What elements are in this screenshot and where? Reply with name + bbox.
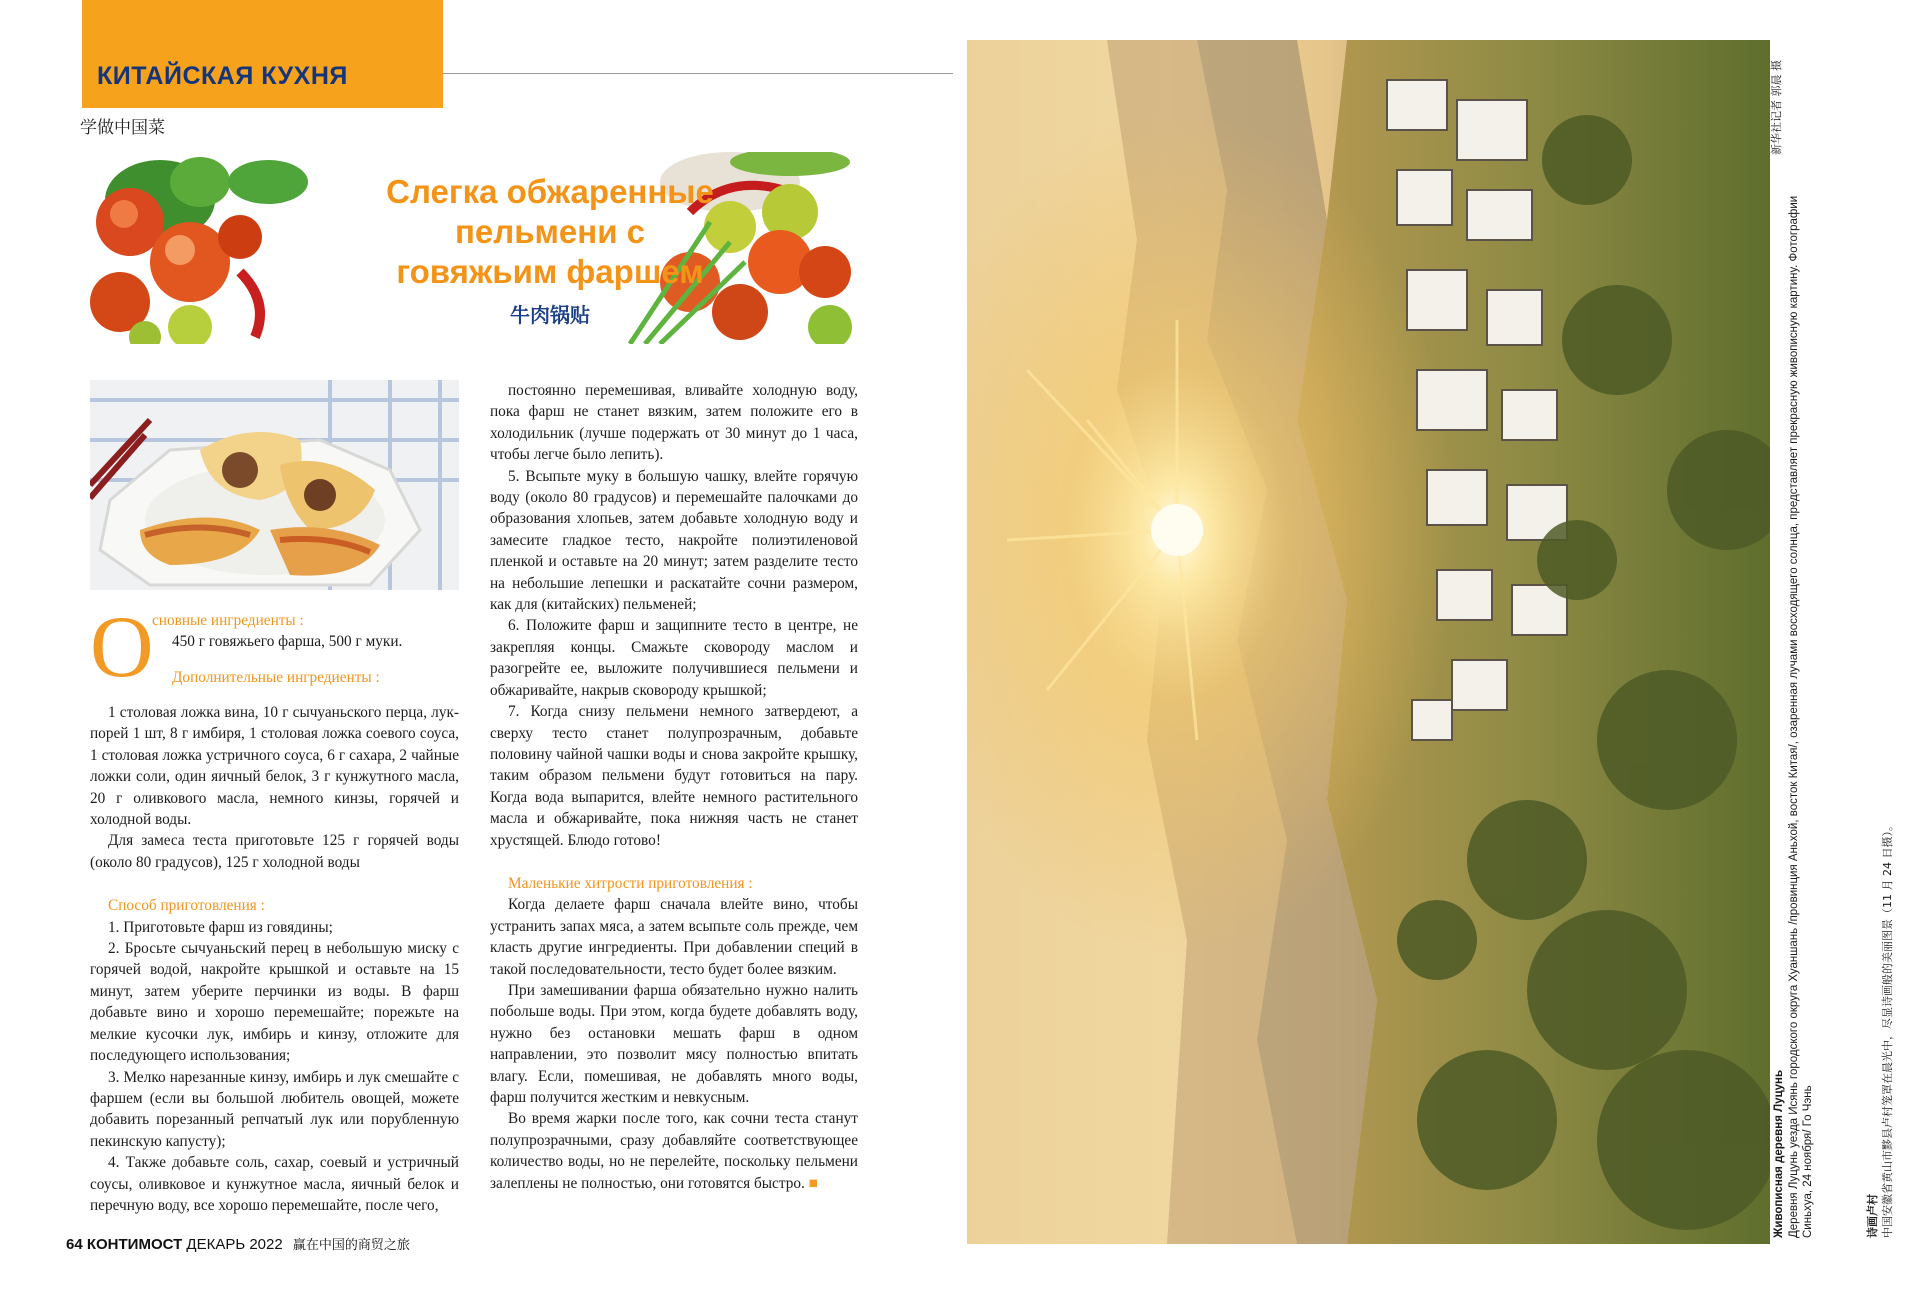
caption-cn: [1866, 278, 1895, 1238]
article-column-1: [90, 599, 459, 1216]
step-5: 5. Всыпьте муку в большую чашку, влейте горячую воду (около 80 градусов) и перемешайте палочками до образования хлопьев, затем добавьте холодную воду и замесите гладкое тесто, накройте полиэтиленовой пленкой и оставьте на 20 минут; затем разделите тесто на небольшие лепешки и раскатайте сочни размером, как для (китайских) пельменей;: [490, 467, 858, 614]
recipe-banner: [90, 152, 858, 344]
extra-ingredients-heading: Дополнительные ингредиенты :: [172, 668, 380, 686]
recipe-title-cn: 牛肉锅贴: [510, 303, 590, 327]
extra-ingredients-text: 1 столовая ложка вина, 10 г сычуаньского перца, лук-порей 1 шт, 8 г имбиря, 1 столовая ложка соевого соуса, 1 столовая ложка устричного соуса, 6 г сахара, 2 чайные ложки соли, один яичный белок, 3 г кунжутного масла, 20 г оливкового масла, немного кинзы, горячей и холодной воды.: [90, 704, 459, 829]
section-tab: [82, 0, 443, 108]
method-heading: Способ приготовления :: [108, 897, 265, 915]
page-number: 64: [66, 1236, 83, 1253]
caption-line-2: Синьхуа, 24 ноября/ Го Чэнь: [1802, 1085, 1814, 1238]
tip-2: При замешивании фарша обязательно нужно налить побольше воды. При этом, когда будете добавлять воду, нужно без остановки мешать фарш в одном направлении, это позволит мясу полностью впитать влагу. Если, помешивая, не добавлять много воды, фарш получится жестким и невкусным.: [490, 981, 858, 1106]
caption-title: Живописная деревня Луцунь: [1773, 1069, 1785, 1238]
caption-title-cn: 诗画卢村: [1866, 1194, 1879, 1238]
step-3: 3. Мелко нарезанные кинзу, имбирь и лук смешайте с фаршем (если вы большой любитель овощей, можете добавить порезанный репчатый лук или порубленную пекинскую капусту);: [90, 1068, 459, 1150]
issue-date: ДЕКАРЬ 2022: [186, 1236, 283, 1253]
tip-3: Во время жарки после того, как сочни теста станут полупрозрачными, сразу добавляйте соответствующее количество воды, но не перелейте, поскольку пельмени залеплены не полностью, они готовятся быстро. ■: [490, 1110, 858, 1192]
page-footer: [66, 1234, 410, 1253]
tip-1: Когда делаете фарш сначала влейте вино, чтобы устранить запах мяса, а затем всыпьте соль прежде, чем класть другие ингредиенты. При добавлении специй в такой последовательности, тесто будет более вязким.: [490, 896, 858, 978]
photo-caption: [1770, 40, 1920, 1244]
caption-line-1: Деревня Луцунь уезда Исянь городского округа Хуаншань /провинция Аньхой, восток Китая/, озаренная лучами восходящего солнца, представляет прекрасную живописную картину. Фотографии: [1787, 195, 1800, 1238]
magazine-name: КОНТИМОСТ: [86, 1236, 183, 1253]
photo-credit-cn: 新华社记者 郭晨 摄: [1770, 60, 1783, 155]
header-rule: [443, 73, 953, 74]
dough-text: Для замеса теста приготовьте 125 г горячей воды (около 80 градусов), 125 г холодной воды: [90, 832, 459, 871]
step-1: 1. Приготовьте фарш из говядины;: [108, 918, 333, 936]
main-ingredients-heading: сновные ингредиенты :: [152, 612, 304, 629]
footer-slogan-cn: 赢在中国的商贸之旅: [292, 1238, 410, 1253]
main-ingredients-text: 450 г говяжьего фарша, 500 г муки.: [172, 633, 403, 651]
section-title: КИТАЙСКАЯ КУХНЯ: [97, 62, 348, 90]
photo-caption-strip: [1770, 40, 1920, 1244]
section-subtitle-cn: 学做中国菜: [80, 118, 165, 138]
step-4-continuation: постоянно перемешивая, вливайте холодную воду, пока фарш не станет вязким, затем положите его в холодильник (лучше подержать от 30 минут до 1 часа, чтобы легче было лепить).: [490, 382, 858, 464]
end-mark-icon: ■: [808, 1174, 818, 1192]
recipe-title: Слегка обжаренные пельмени с говяжьим фаршем: [386, 173, 714, 290]
caption-main: [1772, 195, 1816, 1238]
step-7: 7. Когда снизу пельмени немного затвердеют, а сверху тесто станет полупрозрачным, добавьте половину чайной чашки воды и снова закройте крышку, таким образом пельмени будут готовиться на пару. Когда вода выпарится, влейте немного растительного масла и обжаривайте, пока нижняя часть не станет хрустящей. Блюдо готово!: [490, 703, 858, 849]
dropcap-letter: О: [90, 599, 154, 696]
village-sunrise-photo: [967, 40, 1770, 1244]
step-6: 6. Положите фарш и защипните тесто в центре, не закрепляя концы. Смажьте сковороду маслом и разогрейте ее, выложите получившиеся пельмени и обжаривайте, накрыв сковороду крышкой;: [490, 617, 858, 699]
step-4: 4. Также добавьте соль, сахар, соевый и устричный соусы, оливковое и кунжутное масла, яичный белок и перечную воду, все хорошо перемешайте, после чего,: [90, 1154, 459, 1214]
caption-text-cn: 中国安徽省黄山市黟县卢村笼罩在晨光中，尽显诗画般的美丽图景（11 月 24 日摄）。: [1880, 820, 1894, 1238]
article-column-2: [490, 380, 858, 1194]
ingredients-intro: [90, 599, 459, 702]
dumpling-photo: [90, 380, 459, 590]
tips-heading: Маленькие хитрости приготовления :: [508, 874, 753, 892]
step-2: 2. Бросьте сычуаньский перец в небольшую миску с горячей водой, накройте крышкой и оставьте на 15 минут, затем уберите перчинки из воды. В фарш добавьте вино и хорошо перемешайте; порежьте на мелкие кусочки лук, имбирь и кинзу, отложите для последующего использования;: [90, 940, 459, 1065]
